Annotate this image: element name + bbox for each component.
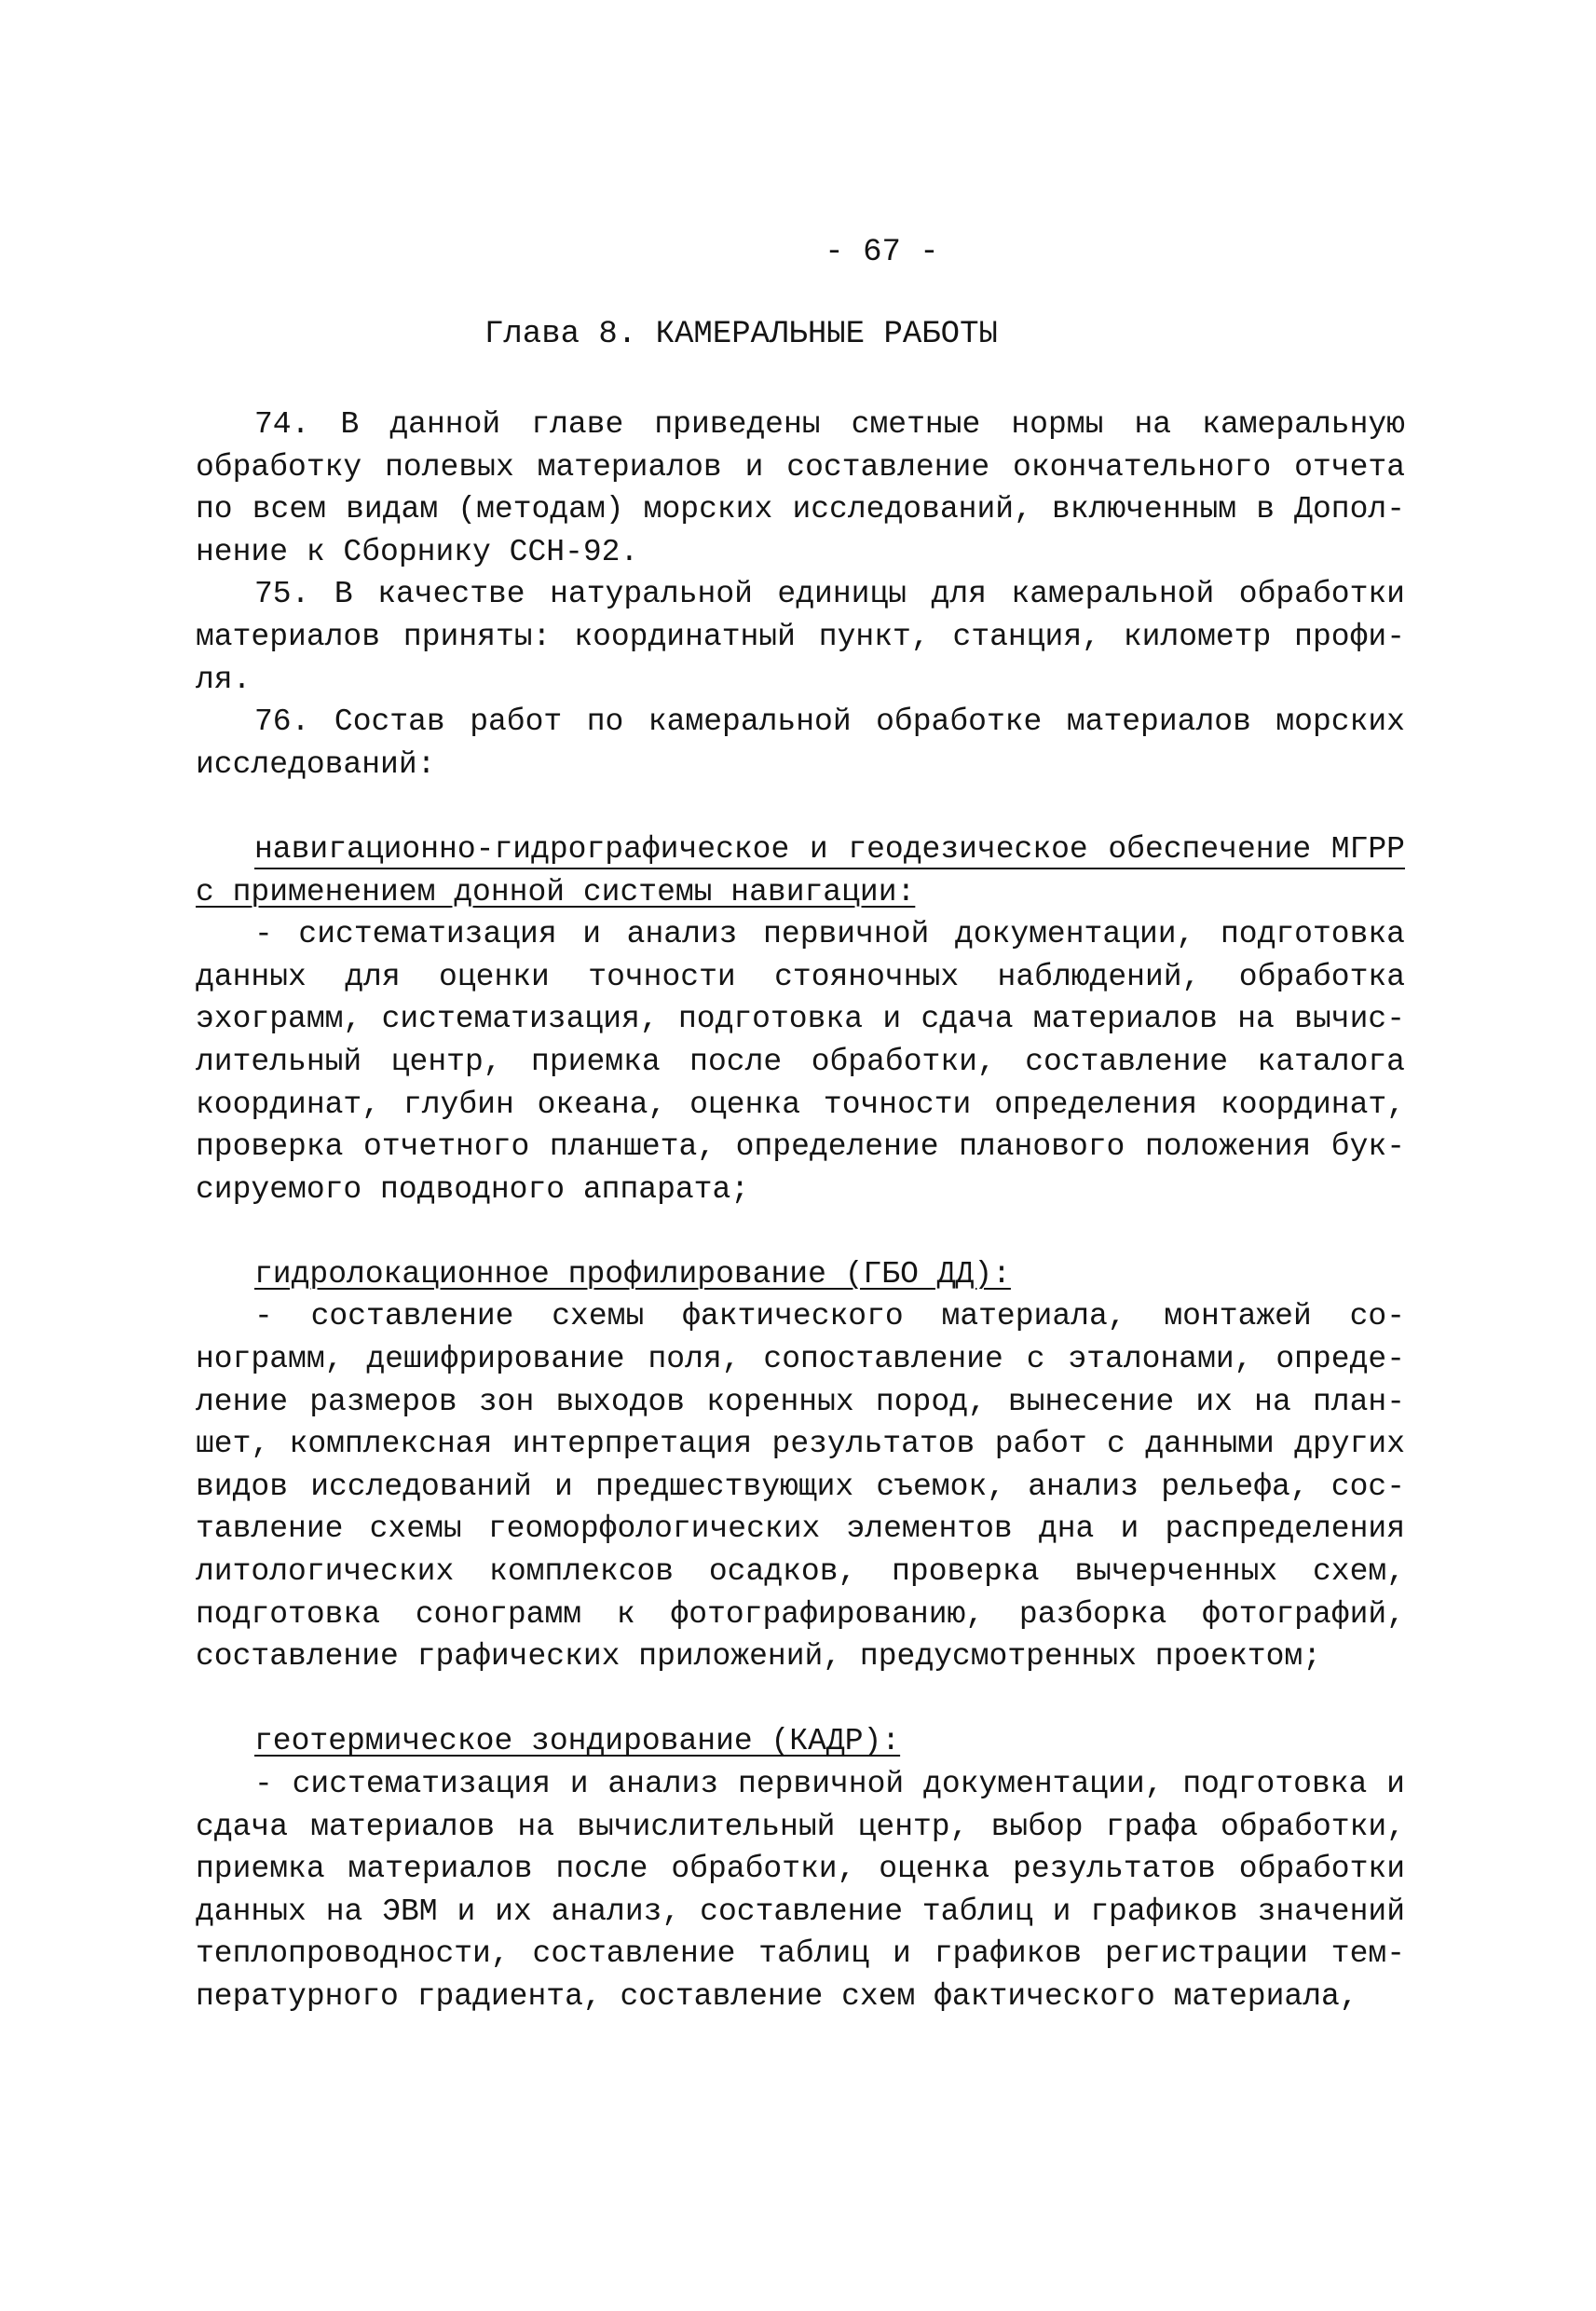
text-line: ля. xyxy=(196,662,252,697)
blank-line xyxy=(196,1678,1405,1721)
heading-line: с применением донной системы навигации: xyxy=(196,874,916,909)
paragraph xyxy=(196,1295,1405,1677)
text-line: материалов приняты: координатный пункт, станция, километр профи- xyxy=(196,619,1405,654)
text-line: сируемого подводного аппарата; xyxy=(196,1171,750,1207)
paragraph xyxy=(196,403,1405,573)
text-line: 75. В качестве натуральной единицы для камеральной обработки xyxy=(254,577,1405,612)
text-line: - систематизация и анализ первичной документации, подготовка и xyxy=(254,1767,1405,1801)
text-line: - систематизация и анализ первичной документации, подготовка xyxy=(254,917,1405,952)
document-body xyxy=(196,403,1405,2018)
blank-line xyxy=(196,1210,1405,1253)
text-line: исследований: xyxy=(196,746,436,782)
text-line: данных для оценки точности стояночных наблюдений, обработка xyxy=(196,959,1405,994)
text-line: координат, глубин океана, оценка точности определения координат, xyxy=(196,1087,1405,1122)
text-line: приемка материалов после обработки, оценка результатов обработки xyxy=(196,1852,1405,1887)
text-line: ление размеров зон выходов коренных пород, вынесение их на план- xyxy=(196,1384,1405,1419)
paragraph xyxy=(196,701,1405,786)
text-line xyxy=(196,871,1405,914)
text-line: по всем видам (методам) морских исследований, включенным в Допол- xyxy=(196,492,1405,527)
section-heading xyxy=(196,828,1405,913)
section-heading xyxy=(196,1720,1405,1763)
text-line: тавление схемы геоморфологических элементов дна и распределения xyxy=(196,1511,1405,1547)
text-line: 74. В данной главе приведены сметные нормы на камеральную xyxy=(254,407,1405,442)
heading-line: геотермическое зондирование (КАДР): xyxy=(254,1724,901,1759)
text-line: составление графических приложений, предусмотренных проектом; xyxy=(196,1639,1321,1675)
text-line: данных на ЭВМ и их анализ, составление таблиц и графиков значений xyxy=(196,1894,1405,1929)
text-line: литологических комплексов осадков, проверка вычерченных схем, xyxy=(196,1554,1405,1590)
paragraph xyxy=(196,913,1405,1210)
paragraph xyxy=(196,1763,1405,2018)
text-line xyxy=(196,1253,1405,1296)
section-heading xyxy=(196,1253,1405,1296)
text-line: нение к Сборнику ССН-92. xyxy=(196,534,639,569)
heading-line: навигационно-гидрографическое и геодезическое обеспечение МГРР xyxy=(254,832,1405,869)
blank-line xyxy=(196,786,1405,828)
text-line: подготовка сонограмм к фотографированию, разборка фотографий, xyxy=(196,1596,1405,1632)
text-line: 76. Состав работ по камеральной обработке материалов морских xyxy=(254,704,1405,740)
text-line xyxy=(196,1720,1405,1763)
text-line: обработку полевых материалов и составление окончательного отчета xyxy=(196,449,1405,485)
page-number: - 67 - xyxy=(825,235,939,270)
text-line: сдача материалов на вычислительный центр, выбор графа обработки, xyxy=(196,1809,1405,1844)
chapter-title: Глава 8. КАМЕРАЛЬНЫЕ РАБОТЫ xyxy=(484,317,998,352)
paragraph xyxy=(196,573,1405,701)
text-line: видов исследований и предшествующих съемок, анализ рельефа, сос- xyxy=(196,1469,1405,1504)
text-line xyxy=(196,828,1405,871)
text-line: пературного градиента, составление схем фактического материала, xyxy=(196,1978,1358,2014)
text-line: эхограмм, систематизация, подготовка и сдача материалов на вычис- xyxy=(196,1002,1405,1037)
text-line: - составление схемы фактического материала, монтажей со- xyxy=(254,1299,1405,1334)
text-line: теплопроводности, составление таблиц и графиков регистрации тем- xyxy=(196,1936,1405,1972)
heading-line: гидролокационное профилирование (ГБО ДД): xyxy=(254,1256,1011,1292)
text-line: нограмм, дешифрирование поля, сопоставление с эталонами, опреде- xyxy=(196,1342,1405,1377)
text-line: проверка отчетного планшета, определение планового положения бук- xyxy=(196,1129,1405,1165)
text-line: шет, комплексная интерпретация результатов работ с данными других xyxy=(196,1427,1405,1462)
text-line: лительный центр, приемка после обработки, составление каталога xyxy=(196,1044,1405,1079)
